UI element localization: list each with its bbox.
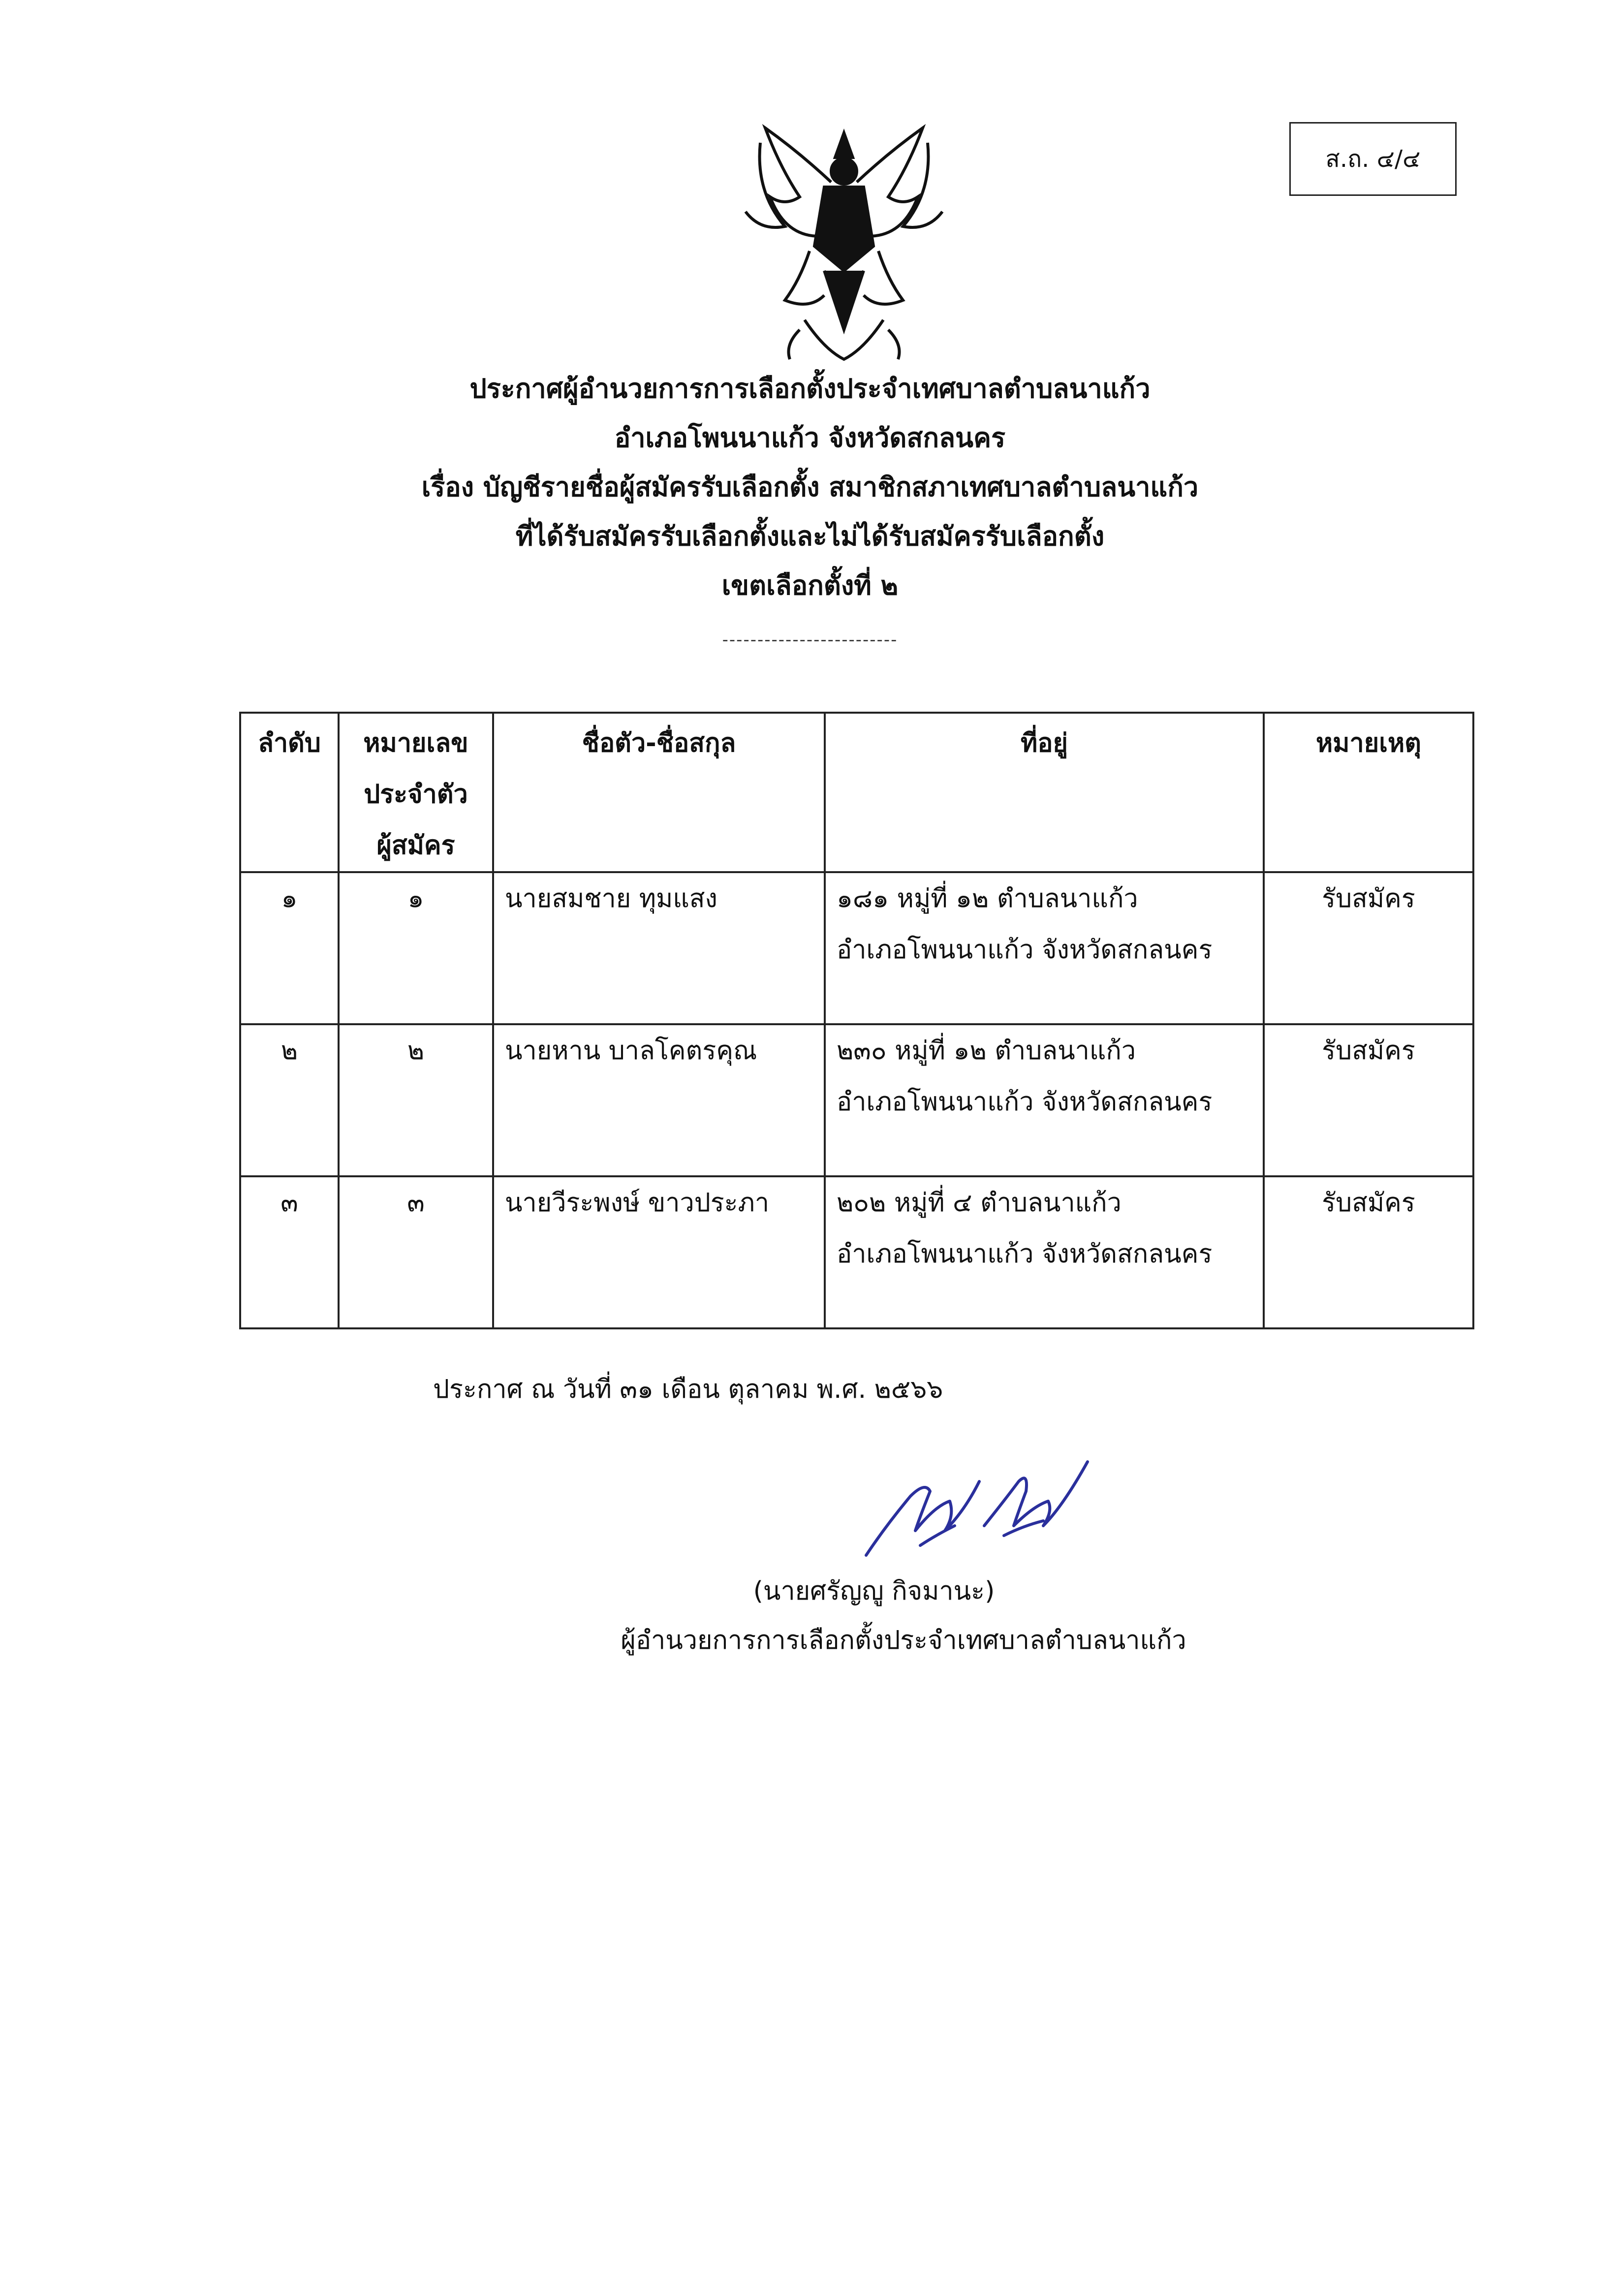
- form-code: ส.ถ. ๔/๔: [1325, 145, 1421, 173]
- heading-line-1: ประกาศผู้อำนวยการการเลือกตั้งประจำเทศบาลตำบลนาแก้ว: [469, 373, 1151, 404]
- cell-name: นายวีระพงษ์ ขาวประภา: [493, 1176, 825, 1328]
- signer-name: (นายศรัญญู กิจมานะ): [753, 1576, 995, 1606]
- cell-address: ๒๓๐ หมู่ที่ ๑๒ ตำบลนาแก้ว อำเภอโพนนาแก้ว จังหวัดสกลนคร: [825, 1024, 1264, 1176]
- header-order: ลำดับ: [240, 713, 339, 872]
- cell-remark: รับสมัคร: [1264, 872, 1473, 1024]
- cell-name: นายหาน บาลโคตรคุณ: [493, 1024, 825, 1176]
- header-remark: หมายเหตุ: [1264, 713, 1473, 872]
- table-row: [240, 872, 1473, 1024]
- heading-separator: -------------------------: [722, 630, 898, 650]
- header-candidate-number: หมายเลข ประจำตัว ผู้สมัคร: [339, 713, 493, 872]
- table-row: [240, 1024, 1473, 1176]
- cell-order: ๓: [240, 1176, 339, 1328]
- form-code-box: [1289, 122, 1457, 196]
- cell-name: นายสมชาย ทุมแสง: [493, 872, 825, 1024]
- cell-candidate-number: ๒: [339, 1024, 493, 1176]
- table-header-row: [240, 713, 1473, 872]
- cell-order: ๑: [240, 872, 339, 1024]
- table-row: [240, 1176, 1473, 1328]
- heading-line-4: ที่ได้รับสมัครรับเลือกตั้งและไม่ได้รับสมัครรับเลือกตั้ง: [515, 521, 1105, 552]
- header-address: ที่อยู่: [825, 713, 1264, 872]
- handwritten-signature: [856, 1452, 1112, 1565]
- cell-address: ๑๘๑ หมู่ที่ ๑๒ ตำบลนาแก้ว อำเภอโพนนาแก้ว จังหวัดสกลนคร: [825, 872, 1264, 1024]
- cell-candidate-number: ๓: [339, 1176, 493, 1328]
- heading-line-5: เขตเลือกตั้งที่ ๒: [721, 570, 899, 601]
- garuda-emblem-icon: [726, 123, 962, 369]
- cell-remark: รับสมัคร: [1264, 1024, 1473, 1176]
- heading-line-2: อำเภอโพนนาแก้ว จังหวัดสกลนคร: [614, 422, 1006, 453]
- cell-remark: รับสมัคร: [1264, 1176, 1473, 1328]
- candidate-table: [239, 712, 1474, 1329]
- header-name: ชื่อตัว-ชื่อสกุล: [493, 713, 825, 872]
- announcement-heading: [0, 364, 1620, 610]
- cell-address: ๒๐๒ หมู่ที่ ๔ ตำบลนาแก้ว อำเภอโพนนาแก้ว จังหวัดสกลนคร: [825, 1176, 1264, 1328]
- cell-candidate-number: ๑: [339, 872, 493, 1024]
- announcement-date: ประกาศ ณ วันที่ ๓๑ เดือน ตุลาคม พ.ศ. ๒๕๖๖: [433, 1375, 943, 1404]
- cell-order: ๒: [240, 1024, 339, 1176]
- heading-line-3: เรื่อง บัญชีรายชื่อผู้สมัครรับเลือกตั้ง สมาชิกสภาเทศบาลตำบลนาแก้ว: [421, 472, 1199, 503]
- signer-title: ผู้อำนวยการการเลือกตั้งประจำเทศบาลตำบลนาแก้ว: [621, 1626, 1186, 1655]
